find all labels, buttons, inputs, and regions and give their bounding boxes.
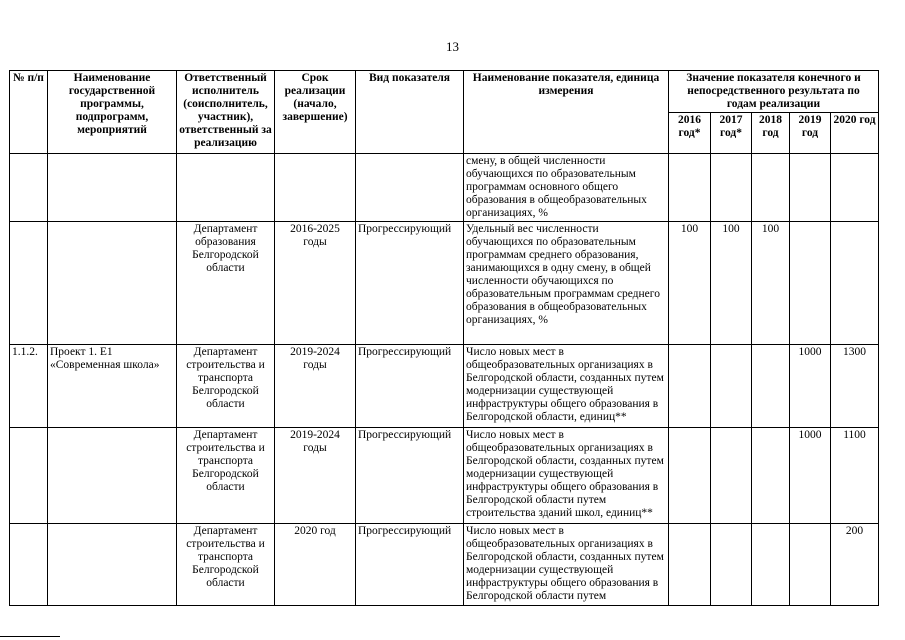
cell-executor: Департамент образования Белгородской области (177, 222, 275, 345)
cell-value-2018 (752, 154, 790, 222)
cell-value-2020 (831, 154, 879, 222)
cell-value-2020: 200 (831, 524, 879, 606)
cell-value-2017 (711, 345, 752, 428)
cell-term (275, 154, 356, 222)
cell-indicator: Число новых мест в общеобразовательных организациях в Белгородской области, созданных путем модернизации существующей инфраструктуры общего образования в Белгородской области, единиц** (464, 345, 669, 428)
cell-value-2017 (711, 524, 752, 606)
cell-term: 2019-2024 годы (275, 345, 356, 428)
cell-value-2016 (669, 524, 711, 606)
cell-value-2018 (752, 345, 790, 428)
cell-value-2020: 1100 (831, 428, 879, 524)
cell-value-2016 (669, 428, 711, 524)
cell-value-2017 (711, 154, 752, 222)
table-row (10, 428, 879, 524)
table-row (10, 524, 879, 606)
header-name: Наименование государственной программы, подпрограмм, мероприятий (48, 71, 177, 154)
header-values-group: Значение показателя конечного и непосредственного результата по годам реализации (669, 71, 879, 113)
table-row (10, 154, 879, 222)
cell-executor: Департамент строительства и транспорта Белгородской области (177, 524, 275, 606)
cell-type (356, 154, 464, 222)
cell-num (10, 428, 48, 524)
cell-name (48, 222, 177, 345)
header-executor: Ответственный исполнитель (соисполнитель, участник), ответственный за реализацию (177, 71, 275, 154)
cell-name (48, 524, 177, 606)
cell-indicator: Число новых мест в общеобразовательных организациях в Белгородской области, созданных путем модернизации существующей инфраструктуры общего образования в Белгородской области путем (464, 524, 669, 606)
cell-value-2016 (669, 345, 711, 428)
cell-value-2020: 1300 (831, 345, 879, 428)
cell-type: Прогрессирующий (356, 428, 464, 524)
cell-indicator: Удельный вес численности обучающихся по образовательным программам среднего образования, занимающихся в одну смену, в общей численности обучающихся по образовательным программам среднего образования в общеобразовательных организациях, % (464, 222, 669, 345)
cell-name: Проект 1. Е1 «Современная школа» (48, 345, 177, 428)
cell-value-2016 (669, 154, 711, 222)
cell-indicator: Число новых мест в общеобразовательных организациях в Белгородской области, созданных путем модернизации существующей инфраструктуры общего образования в Белгородской области путем строительства зданий школ, единиц** (464, 428, 669, 524)
header-year: 2019 год (790, 113, 831, 154)
cell-value-2018 (752, 428, 790, 524)
header-year: 2017 год* (711, 113, 752, 154)
header-term: Срок реализации (начало, завершение) (275, 71, 356, 154)
cell-value-2017: 100 (711, 222, 752, 345)
cell-name (48, 428, 177, 524)
table-row (10, 345, 879, 428)
page-number: 13 (446, 39, 459, 54)
cell-type: Прогрессирующий (356, 345, 464, 428)
header-row-1 (10, 71, 879, 113)
cell-term: 2019-2024 годы (275, 428, 356, 524)
cell-value-2020 (831, 222, 879, 345)
cell-value-2018 (752, 524, 790, 606)
cell-num (10, 524, 48, 606)
program-table (9, 70, 879, 606)
header-year: 2016 год* (669, 113, 711, 154)
cell-executor: Департамент строительства и транспорта Белгородской области (177, 345, 275, 428)
cell-indicator: смену, в общей численности обучающихся по образовательным программам основного общего образования в общеобразовательных организациях, % (464, 154, 669, 222)
cell-value-2017 (711, 428, 752, 524)
cell-type: Прогрессирующий (356, 524, 464, 606)
cell-executor: Департамент строительства и транспорта Белгородской области (177, 428, 275, 524)
cell-value-2018: 100 (752, 222, 790, 345)
cell-value-2019: 1000 (790, 345, 831, 428)
cell-executor (177, 154, 275, 222)
cell-value-2016: 100 (669, 222, 711, 345)
cell-value-2019 (790, 222, 831, 345)
header-indicator-type: Вид показателя (356, 71, 464, 154)
cell-value-2019: 1000 (790, 428, 831, 524)
cell-num (10, 222, 48, 345)
header-year: 2018 год (752, 113, 790, 154)
cell-value-2019 (790, 154, 831, 222)
cell-value-2019 (790, 524, 831, 606)
cell-type: Прогрессирующий (356, 222, 464, 345)
cell-num (10, 154, 48, 222)
footnote-divider (0, 636, 60, 637)
cell-num: 1.1.2. (10, 345, 48, 428)
header-num: № п/п (10, 71, 48, 154)
cell-name (48, 154, 177, 222)
header-year: 2020 год (831, 113, 879, 154)
header-indicator-name: Наименование показателя, единица измерения (464, 71, 669, 154)
table-row (10, 222, 879, 345)
cell-term: 2020 год (275, 524, 356, 606)
cell-term: 2016-2025 годы (275, 222, 356, 345)
